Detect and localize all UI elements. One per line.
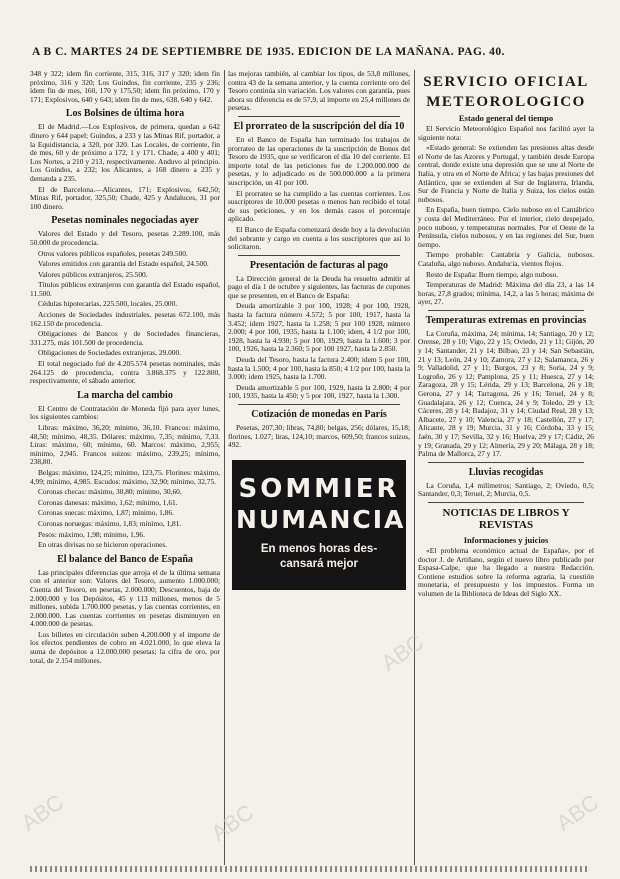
column-rule — [414, 70, 415, 865]
column-center — [228, 70, 410, 860]
section-heading: El prorrateo de la suscripción del día 10 — [233, 120, 405, 132]
paragraph: las mejoras también, al cambiar los tipos, de 53,8 millones, contra 43 de la semana anterior, y la cuenta corriente oro del Tesoro continúa sin variación. Los valores con garantía, pues ahora su diferencia es de 57,9, al importe en 25,4 millones de pesetas. — [228, 70, 410, 113]
paragraph: Coronas noruegas: máximo, 1,83; mínimo, 1,81. — [38, 518, 182, 528]
paragraph: Las principales diferencias que arroja el de la última semana con el anterior son: Valores del Tesoro, aumento 1.000.000; Cuenta del Tesoro, en pesetas, 2.000.000; Descuentos, baja de 2.000.000 y los Depósitos, 45 y 113 millones, menos de 5 millones, subida 1.700.000 pesetas, y las cuentas corrientes, en 2.000.000. Las cuentas corrientes en pesetas disminuyen en 4.000.000 de pesetas. — [30, 567, 220, 629]
paragraph: Obligaciones de Bancos y de Sociedades financieras, 331.275, más 101.500 de procedencia. — [30, 329, 220, 347]
paragraph: Deuda amortizable 5 por 100, 1929, hasta la 2.800; 4 por 100, 1935, hasta la 450; y 5 por 100, 1927, hasta la 1.300. — [228, 382, 410, 401]
divider — [238, 255, 400, 256]
section-heading: El balance del Banco de España — [57, 553, 193, 565]
paragraph: El Centro de Contratación de Moneda fijó para ayer lunes, los siguientes cambios: — [30, 403, 220, 422]
paragraph: Los billetes en circulación suben 4.200.000 y el importe de los efectos pendientes de cobro en 4.021.000, lo que eleva la suma de depósitos a 12.000.000 pesetas; la cifra de oro, por total, de 2.154 millones. — [30, 629, 220, 665]
ad-slogan: En menos horas des- — [260, 542, 378, 555]
paragraph: Otros valores públicos españoles, pesetas 249.500. — [38, 248, 188, 258]
paragraph: Belgas: máximo, 124,25; mínimo, 123,75. Florines: máximo, 4,99; mínimo, 4,985. Escudos: máximo, 32,90; mínimo, 32,75. — [30, 467, 220, 486]
paragraph: Libras: máximo, 36,20; mínimo, 36,10. Francos: máximo, 48,50; mínimo, 48,35. Dólares: máximo, 7,35; mínimo, 7,33. Liras: máximo, 60; mínimo, 60. Marcos: máximo, 2,955; mínimo, 2,945. Francos suizos: máximo, 239,25; mínimo, 238,80. — [30, 423, 220, 467]
paragraph: Deuda amortizable 3 por 100, 1928; 4 por 100, 1928, hasta la factura número 4.572; 5 por 100, 1917, hasta la 3.452; idem 1927, hasta la 1.258; 5 por 100 1928, número 2.000; 4 por 100, 1935, hasta la 1.100; idem, 4 1/2 por 100, 1928, hasta la 4.930; 5 por 100, 1929, hasta la 1.600; 3 por 100, 1926, hasta la 2.360; 5 por 100 1927, hasta la 2.850. — [228, 301, 410, 354]
ad-brand-line: NUMANCIA — [236, 504, 406, 534]
paragraph: El prorrateo se ha cumplido a las cuentas corrientes. Los suscriptores de 10.000 pesetas o menos han recibido el total de sus peticiones, y en los demás casos el porcentaje aplicado. — [228, 188, 410, 224]
paragraph: Resto de España: Buen tiempo, algo nuboso. — [426, 269, 559, 279]
paragraph: Valores emitidos con garantía del Estado español, 24.500. — [38, 259, 209, 269]
section-heading: Cotización de monedas en París — [251, 409, 387, 420]
paragraph: Valores del Estado y del Tesoro, pesetas 2.289.100, más 50.000 de procedencia. — [30, 229, 220, 247]
paragraph: Obligaciones de Sociedades extranjeras, 29.000. — [38, 348, 182, 358]
ad-brand-line: SOMMIER — [238, 473, 400, 504]
paragraph: Cédulas hipotecarias, 225.500, locales, 25.000. — [38, 299, 178, 309]
paragraph: Títulos públicos extranjeros con garantía del Estado español, 11.500. — [30, 280, 220, 298]
paragraph: Valores públicos extranjeros, 25.500. — [38, 269, 148, 279]
paragraph: El Banco de España comenzará desde hoy a la devolución del sobrante y cargo en cuenta a los suscriptores que así lo solicitaron. — [228, 224, 410, 252]
watermark-logo: ABC — [206, 799, 259, 846]
paragraph: La Coruña, 1,4 milímetros; Santiago, 2; Oviedo, 0,5; Santander, 0,3; Teruel, 2; Murcia, 0,5. — [418, 480, 594, 499]
column-right — [418, 70, 594, 860]
paragraph: Pesos: máximo, 1,98; mínimo, 1,96. — [38, 529, 145, 539]
paragraph: Temperaturas de Madrid: Máxima del día 23, a las 14 horas, 27,8 grados; mínima, 14,2, a las 5 horas; máxima de ayer, 27. — [418, 280, 594, 307]
paragraph: El de Barcelona.—Alicantes, 171; Explosivos, 642,50; Minas Rif, portador, 325,50; Chade, 425 y Andaluces, 31 por 100 dinero. — [30, 184, 220, 211]
paragraph: En otras divisas no se hicieron operaciones. — [38, 540, 168, 550]
section-heading: Los Bolsines de última hora — [65, 108, 185, 120]
section-heading: Estado general del tiempo — [458, 113, 554, 123]
section-title: SERVICIO OFICIAL — [423, 74, 589, 90]
column-left — [30, 70, 220, 860]
paragraph: En España, buen tiempo. Cielo nuboso en el Cantábrico y costa del Mediterráneo. Por el interior, cielo despejado, poco nuboso, y temperaturas normales. Por el Oeste de la Península, cielos nubosos, y en las regiones del Sur, buen tiempo. — [418, 205, 594, 249]
paragraph: Tiempo probable: Cantabria y Galicia, nubosos. Cataluña, algo nuboso. Andalucía, vientos flojos. — [418, 250, 594, 268]
divider — [428, 502, 584, 503]
advertisement-sommier-numancia — [232, 460, 406, 590]
paragraph: Pesetas, 207,30; libras, 74,80; belgas, 256; dólares, 15,18; florines, 1.027; liras, 124,10; marcos, 609,50; francos suizos, 492. — [228, 423, 410, 450]
paragraph: 348 y 322; idem fin corriente, 315, 316, 317 y 320; idem fin próximo, 316 y 320; Los Guindos, fin corriente, 235 y 236; ídem fin de mes, 160, 170 y 175,50; idem fin próximo, 170 y 171; Explosivos, 640 y 643; idem fin de mes, 638, 640 y 642. — [30, 70, 220, 104]
section-heading: Lluvias recogidas — [468, 466, 544, 478]
paragraph: Coronas danesas: máximo, 1,62; mínimo, 1,61. — [38, 497, 178, 507]
watermark-logo: ABC — [376, 629, 429, 676]
paragraph: «Estado general: Se extienden las presiones altas desde el Norte de las Azores y Portugal, y también desde Europa central, donde existe una depresión que se une al Norte de Italia, y otra en el Norte de Africa; y las bajas presiones del Atlántico, que se extienden al Sur de Inglaterra, Irlanda, Sur de Francia y Norte de Italia y Suiza, los cielos están nubosos. — [418, 143, 594, 204]
ad-slogan: cansará mejor — [280, 557, 358, 570]
section-heading: Pesetas nominales negociadas ayer — [51, 215, 199, 227]
paragraph: Coronas checas: máximo, 30,80; mínimo, 30,60. — [38, 487, 182, 497]
watermark-logo: ABC — [551, 789, 604, 836]
paragraph: La Dirección general de la Deuda ha resuelto admitir al pago el día 1 de octubre y siguientes, las facturas de cupones que se presenten, en el Banco de España: — [228, 273, 410, 300]
paragraph: Acciones de Sociedades industriales, pesetas 672.100, más 162.150 de procedencia. — [30, 310, 220, 328]
paragraph: El Servicio Meteorológico Español nos facilitó ayer la siguiente nota: — [418, 124, 594, 142]
footer-strip — [30, 866, 590, 872]
section-title: NOTICIAS DE LIBROS Y REVISTAS — [442, 506, 570, 532]
divider — [238, 404, 400, 405]
paragraph: El total negociado fué de 4.205.574 pesetas nominales, más 264.125 de procedencia, contra 3.868.375 y 122.800, respectivamente, el sábado anterior. — [30, 359, 220, 386]
divider — [238, 116, 400, 117]
column-rule — [224, 70, 225, 865]
section-heading: Informaciones y juicios — [463, 534, 549, 545]
section-heading: La marcha del cambio — [77, 389, 173, 401]
watermark-logo: ABC — [16, 789, 69, 836]
section-heading: Presentación de facturas al pago — [249, 259, 389, 271]
paragraph: La Coruña, máxima, 24; mínima, 14; Santiago, 20 y 12; Orense, 28 y 10; Vigo, 22 y 15; Oviedo, 21 y 11; Gijón, 20 y 14; Santander, 21 y 14; Bilbao, 23 y 14; San Sebastián, 21 y 13; León, 24 y 10; Zamora, 27 y 12; Salamanca, 26 y 9; Valladolid, 27 y 11; Burgos, 23 y 8; Soria, 24 y 9; Logroño, 26 y 12; Pamplona, 25 y 11; Huesca, 27 y 14; Zaragoza, 28 y 15; Lérida, 29 y 13; Barcelona, 26 y 18; Gerona, 27 y 14; Tarragona, 26 y 16; Teruel, 24 y 8; Guadalajara, 26 y 12; Cuenca, 24 y 9; Toledo, 29 y 13; Cáceres, 28 y 14; Badajoz, 31 y 14; Ciudad Real, 28 y 13; Albacete, 27 y 10; Valencia, 27 y 18; Castellón, 27 y 17; Alicante, 28 y 19; Murcia, 31 y 16; Córdoba, 33 y 15; Jaén, 30 y 17; Sevilla, 32 y 16; Huelva, 29 y 17; Cádiz, 26 y 19; Granada, 29 y 12; Almería, 29 y 20; Málaga, 28 y 18; Palma de Mallorca, 27 y 17. — [418, 328, 594, 459]
section-heading: Temperaturas extremas en provincias — [425, 314, 587, 326]
divider — [428, 462, 584, 463]
paragraph: «El problema económico actual de España», por el doctor J. de Artiñano, según el nuevo libro publicado por Espasa-Calpe, que ha llegado a nuestra Redacción. Contiene estudios sobre la reforma agraria, la cuestión monetaria, el presupuesto y los impuestos. Forma un volumen de la Biblioteca de Ideas del Siglo XX. — [418, 545, 594, 598]
paragraph: Coronas suecas: máximo, 1,87; mínimo, 1,86. — [38, 508, 174, 518]
paragraph: Deuda del Tesoro, hasta la factura 2.400; idem 5 por 100, hasta la 1.500; 4 por 100, hasta la 850; 4 1/2 por 100, hasta la 3.000; idem 1925, hasta la 1.700. — [228, 355, 410, 382]
paragraph: El de Madrid.—Los Explosivos, de primera, quedan a 642 dinero y 644 papel; Guindos, a 233 y las Minas Rif, portador, a la Equidistancia, a 320, por 320. Las Locales, de corriente, fin de mes, 60 y de próximo a 172, 1 y 171. Chade, a 400 y 401; Los Nortes, a 210 y 213, respectivamente. Anduvo al principio. Los Guindos, a 232; los Alicantes, a 168 dinero a 235 y demanda a 235. — [30, 122, 220, 183]
section-title: METEOROLOGICO — [426, 94, 586, 110]
page-header: A B C. MARTES 24 DE SEPTIEMBRE DE 1935. EDICION DE LA MAÑANA. PAG. 40. — [32, 46, 506, 58]
paragraph: En el Banco de España han terminado los trabajos de prorrateo de las operaciones de la suscripción de Bonos del Tesoro de 1935, que se verificaron el día 10 del corriente. El importe total de las peticiones fue de 1.200.000.000 de pesetas, y lo adjudicado es de 500.000.000 a la primera suscripción, un 41 por 100. — [228, 134, 410, 187]
divider — [428, 310, 584, 311]
